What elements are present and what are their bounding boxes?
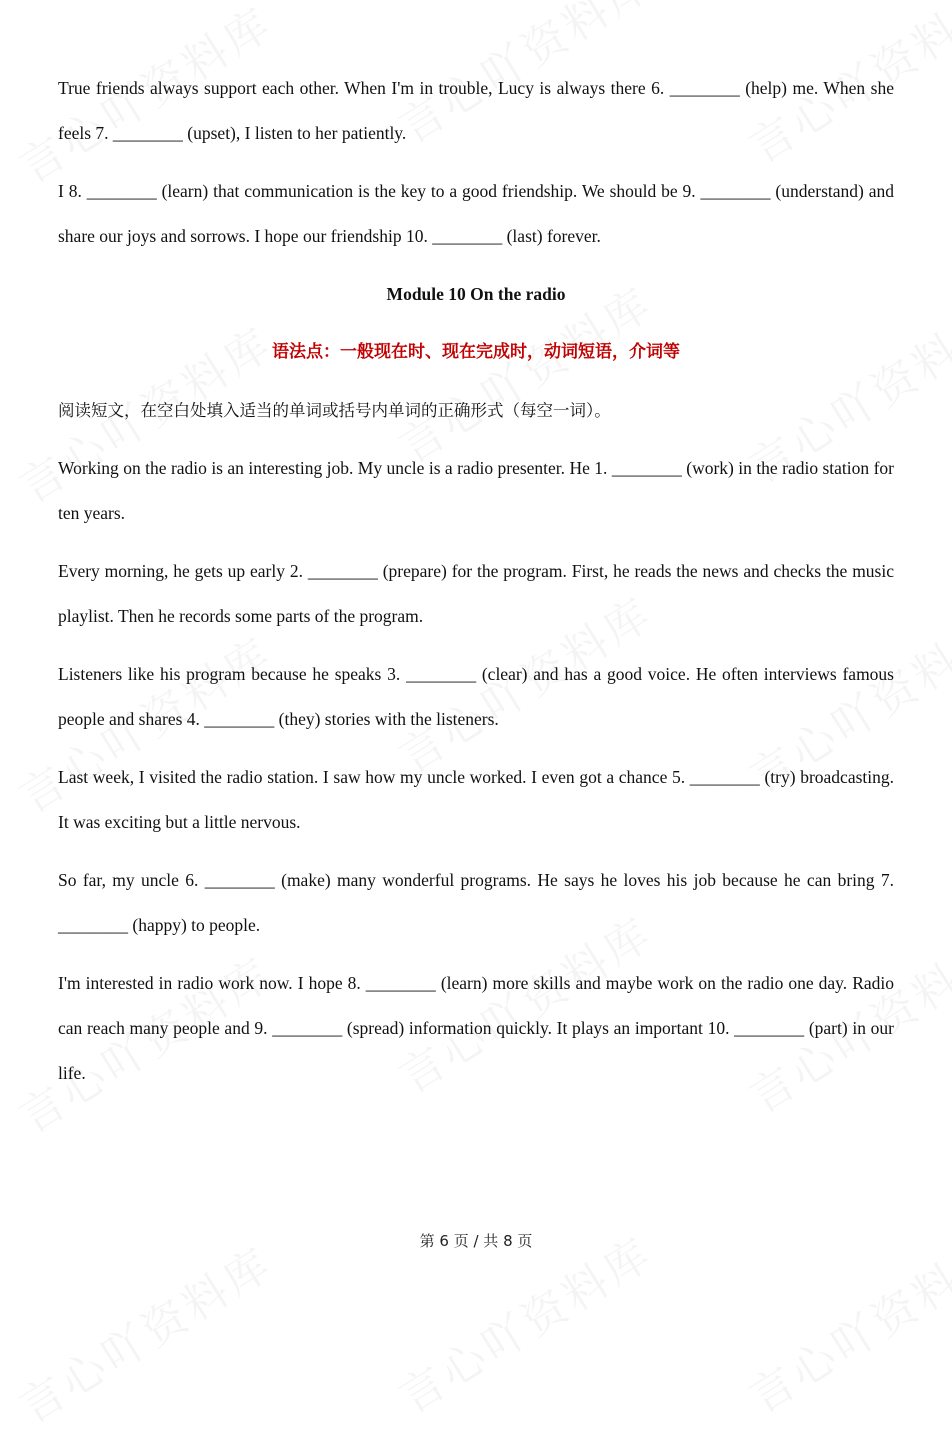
- paragraph: Working on the radio is an interesting job. My uncle is a radio presenter. He 1. ________ (work) in the radio station for ten years.: [58, 458, 894, 523]
- paragraph: Last week, I visited the radio station. I saw how my uncle worked. I even got a chance 5. ________ (try) broadcasting. It was exciting but a little nervous.: [58, 767, 894, 832]
- document-body: [58, 66, 894, 1109]
- paragraph: So far, my uncle 6. ________ (make) many wonderful programs. He says he loves his job because he can bring 7. ________ (happy) to people.: [58, 870, 894, 935]
- page-footer: 第 6 页 / 共 8 页: [419, 1232, 533, 1250]
- grammar-points: 语法点：一般现在时、现在完成时，动词短语，介词等: [272, 342, 680, 362]
- paragraph: I 8. ________ (learn) that communication is the key to a good friendship. We should be 9. ________ (understand) and share our joys and sorrows. I hope our friendship 10. ________ (last) forever.: [58, 181, 894, 246]
- instruction: 阅读短文，在空白处填入适当的单词或括号内单词的正确形式（每空一词）。: [58, 401, 611, 420]
- module-title: Module 10 On the radio: [386, 284, 566, 304]
- paragraph: Listeners like his program because he speaks 3. ________ (clear) and has a good voice. He often interviews famous people and shares 4. ________ (they) stories with the listeners.: [58, 664, 894, 729]
- paragraph: True friends always support each other. When I'm in trouble, Lucy is always there 6. ________ (help) me. When she feels 7. ________ (upset), I listen to her patiently.: [58, 78, 894, 143]
- paragraph: I'm interested in radio work now. I hope 8. ________ (learn) more skills and maybe work on the radio one day. Radio can reach many people and 9. ________ (spread) information quickly. It plays an important 10. ________ (part) in our life.: [58, 973, 894, 1083]
- watermark: [5, 1229, 283, 1435]
- paragraph: Every morning, he gets up early 2. ________ (prepare) for the program. First, he reads the news and checks the music playlist. Then he records some parts of the program.: [58, 561, 894, 626]
